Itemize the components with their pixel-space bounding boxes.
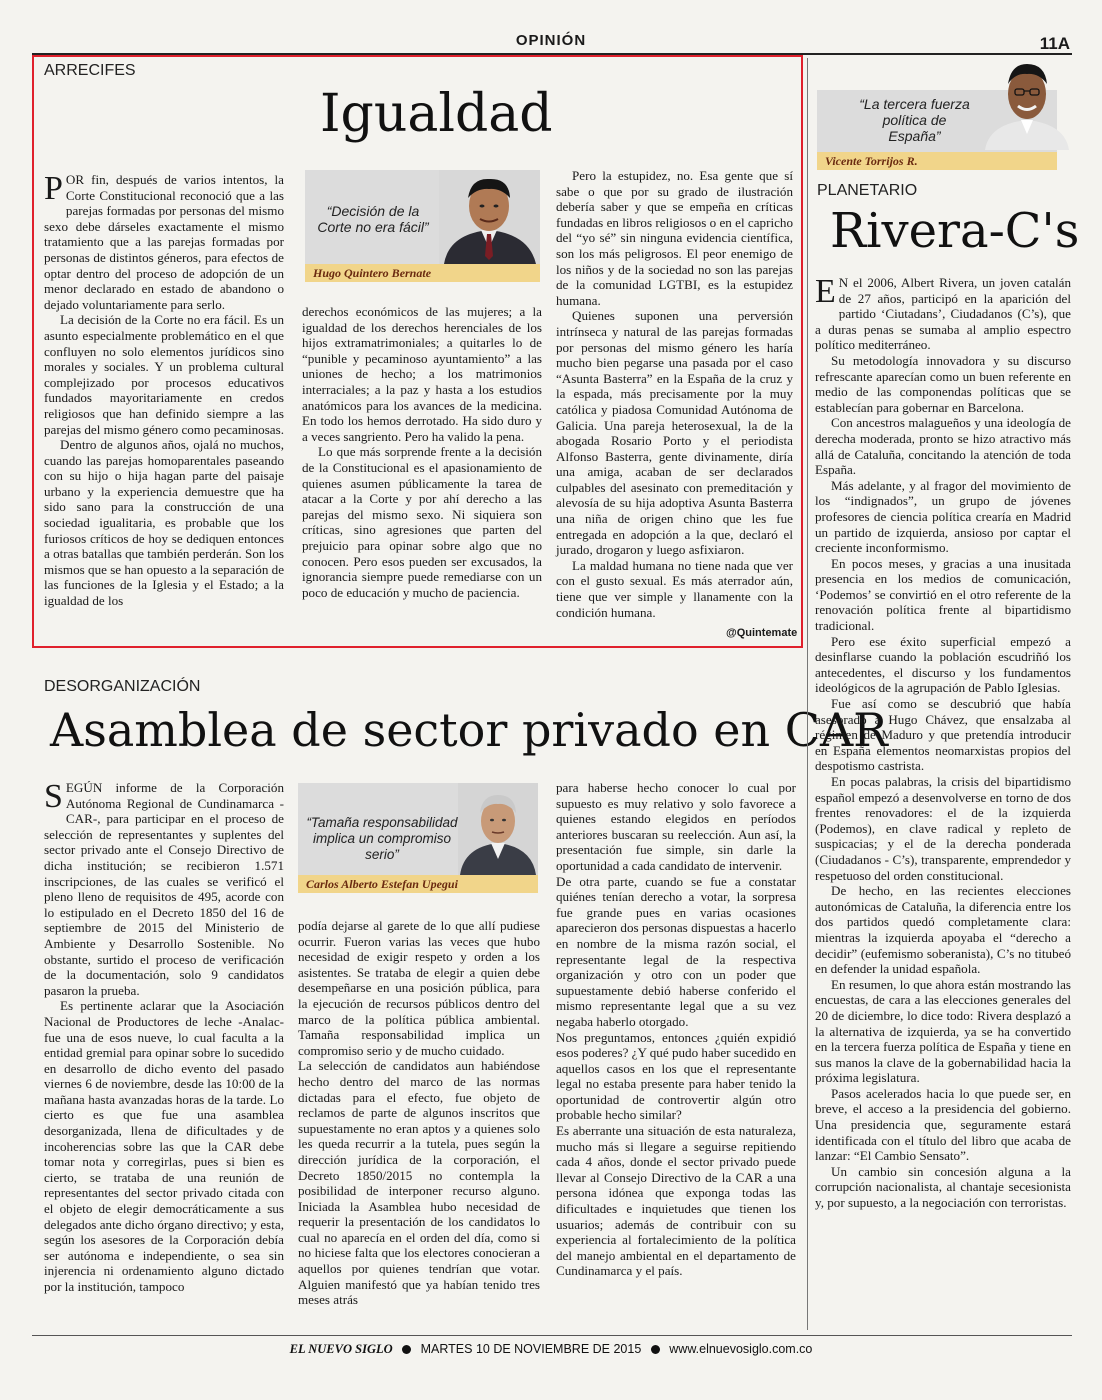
page-footer	[0, 1342, 1102, 1357]
asamblea-quote-box	[298, 783, 538, 893]
pull-quote: “Decisión de la Corte no era fácil”	[317, 203, 429, 235]
article-paragraph: Es aberrante una situación de esta naturaleza, mucho más si llegare a seguirse repitiendo cada 4 años, donde el sector privado puede llevar al Consejo Directivo de la CAR a una persona idónea que exponga todas las dificultades e inquietudes que tienen los usuarios; además de contribuir con su experiencia al fortalecimiento de la política del manejo ambiental en el departamento de Cundinamarca y el país.	[556, 1123, 796, 1279]
article-paragraph: Fue así como se descubrió que había asesorado a Hugo Chávez, que ensalzaba al régimen de Maduro y que pretendía introducir en España elementos neomarxistas propios del despotismo castrista.	[815, 696, 1071, 774]
article-paragraph: En pocas palabras, la crisis del bipartidismo español empezó a desenvolverse en torno de dos frentes renovadores: el de la izquierda (Podemos), en clave radical y repleto de suspicacias; y el de la derecha ponderada (Ciudadanos - C’s), transparente, emprendedor y respetuoso del orden constitucional.	[815, 774, 1071, 883]
article-paragraph: De otra parte, cuando se fue a constatar quiénes tenían derecho a votar, la sorpresa fue grande pues en varias ocasiones aparecieron dos personas dispuestas a hacerlo en nombre de la misma razón social, el representante legal de la respectiva organización y otro con un poder que supuestamente debió haberse conferido el mismo representante legal que a su vez negaba haberlo otorgado.	[556, 873, 796, 1029]
igualdad-column-2	[302, 304, 542, 600]
author-name: Carlos Alberto Estefan Upegui	[298, 875, 538, 893]
article-paragraph: La maldad humana no tiene nada que ver con el gusto sexual. Es más aterrador aún, tiene que ver simple y llanamente con la condición humana.	[556, 557, 793, 620]
author-signature: @Quintemate	[726, 627, 798, 639]
bullet-icon	[402, 1345, 411, 1354]
column-divider	[807, 58, 808, 1330]
bullet-icon	[651, 1345, 660, 1354]
igualdad-title: Igualdad	[320, 84, 553, 144]
rivera-section-tag: PLANETARIO	[817, 182, 918, 199]
asamblea-column-2	[298, 918, 540, 1308]
rivera-title: Rivera-C's	[830, 203, 1080, 259]
article-paragraph: Con ancestros malagueños y una ideología de derecha moderada, pronto se hizo atractivo más allá de Cataluña, concitando la atención de toda España.	[815, 415, 1071, 478]
article-paragraph: POR fin, después de varios intentos, la Corte Constitucional reconoció que a las parejas formadas por personas del mismo sexo debe dárseles exactamente el mismo tratamiento que a las parejas formadas por personas de distintos géneros, para efectos de optar dentro del proceso de adopción de un menor declarado en estado de abandono o dejado voluntariamente para serlo.	[44, 170, 284, 312]
igualdad-column-1	[44, 172, 284, 609]
section-header: OPINIÓN	[515, 32, 587, 49]
igualdad-quote-box	[305, 170, 540, 282]
author-portrait	[439, 170, 540, 264]
article-paragraph: Nos preguntamos, entonces ¿quién expidió esos poderes? ¿Y qué pudo haber sucedido en aquellos casos en los que el representante legal no estaba presente para haber tenido la oportunidad de controvertir algún otro probable hecho similar?	[556, 1029, 796, 1123]
article-paragraph: Pasos acelerados hacia lo que puede ser, en breve, el acceso a la presidencia del gobierno. Una presidencia que, seguramente estará identificada con el título del libro que acaba de lanzar: “El Cambio Sensato”.	[815, 1085, 1071, 1164]
article-paragraph: En resumen, lo que ahora están mostrando las encuestas, de cara a las elecciones generales del 20 de diciembre, lo dice todo: Rivera desplazó a la alternativa de izquierda, ya se ha convertido en la tercera fuerza política de España y tiene en sus manos la clave de la gobernabilidad hacia la próxima legislatura.	[815, 976, 1071, 1086]
newspaper-brand: EL NUEVO SIGLO	[289, 1342, 393, 1356]
author-name: Vicente Torrijos R.	[817, 152, 1057, 170]
igualdad-section-tag: ARRECIFES	[44, 62, 136, 79]
article-paragraph: Pero la estupidez, no. Esa gente que sí sabe o que por su grado de ilustración debería saber y que se empeña en críticas fundadas en libros religiosos o en el capricho del “yo sé” sin ninguna evidencia científica, son los más peligrosos. El peor enemigo de los niños y de la sociedad no son las parejas de la comunidad LGTBI, es la estupidez humana.	[556, 168, 793, 308]
page-number: 11A	[1039, 34, 1070, 53]
article-paragraph: para haberse hecho conocer lo cual por supuesto es muy relativo y solo favorece a quienes estando elegidos en períodos anteriores buscaran su reelección. Aun así, la presentación fue simple, sin darle la oportunidad a cada candidato de intervenir.	[556, 780, 796, 873]
issue-date: MARTES 10 DE NOVIEMBRE DE 2015	[420, 1342, 642, 1356]
article-paragraph: Quienes suponen una perversión intrínseca y natural de las parejas formadas por personas del mismo género les haría mucho bien pegarse una pasada por el caso “Asunta Basterra” en la España de la cruz y la espada, más precisamente por la muy católica y piadosa Comunidad Autónoma de Galicia. Una pareja heterosexual, la de la abogada Rosario Porto y el periodista Alfonso Basterra, gente divinamente, diría una amiga, acaban de ser declarados culpables del asesinato con premeditación y alevosía de su hija adoptiva Asunta Basterra una niña de origen chino que les fue entregada en adopción a la que, declaró el jurado, drogaron y luego asfixiaron.	[556, 308, 793, 558]
asamblea-section-tag: DESORGANIZACIÓN	[44, 678, 201, 695]
article-paragraph: Su metodología innovadora y su discurso refrescante aparecían como un buen referente en medio de las componendas políticas que se establecían para gobernar en Barcelona.	[815, 352, 1071, 415]
article-paragraph: E N el 2006, Albert Rivera, un joven catalán de 27 años, participó en la aparición del partido ‘Ciutadans’, Ciudadanos (C’s), que a duras penas se sumaba al amplio espectro político mediterráneo.	[815, 273, 1071, 353]
article-paragraph: Más adelante, y al fragor del movimiento de los “indignados”, un grupo de jóvenes profesores de ciencia política crearía en Madrid un partido de izquierda, ansioso por captar el creciente inconformismo.	[815, 477, 1071, 556]
article-paragraph: derechos económicos de las mujeres; a la igualdad de los derechos herenciales de los hijos extramatrimoniales; a quitarles lo de “punible y pecaminoso ayuntamiento” a las uniones de hecho; a los matrimonios interraciales; a la paz y hasta a los estudios anatómicos para los avances de la medicina. En todo los hemos derrotado. Ha sido duro y a veces sangriento. Pero ha valido la pena.	[302, 304, 542, 444]
article-paragraph: Lo que más sorprende frente a la decisión de la Constitucional es el apasionamiento de quienes asumen públicamente la tarea de atacar a la Corte y por ahí derecho a las parejas del mismo sexo. Ni siquiera son críticas, sino agresiones que parten del prejuicio para opinar sobre algo que no conocen. Pero esos pueden ser excusados, la ignorancia siempre puede remediarse con un poco de educación y mucho de paciencia.	[302, 444, 542, 600]
article-paragraph: La decisión de la Corte no era fácil. Es un asunto especialmente problemático en el que confluyen no solo elementos jurídicos sino morales y sociales. Y un problema cultural complejizado por procesos educativos fundados mayoritariamente en credos religiosos que han definido siempre a las parejas del mismo género como pecaminosas.	[44, 312, 284, 437]
article-paragraph: En pocos meses, y gracias a una inusitada presencia en los medios de comunicación, ‘Podemos’ se convirtió en el otro referente de la renovación política frente al bipartidismo tradicional.	[815, 555, 1071, 634]
author-portrait	[985, 58, 1069, 150]
website-link[interactable]: www.elnuevosiglo.com.co	[669, 1342, 813, 1356]
footer-rule	[32, 1335, 1072, 1336]
article-paragraph: Un cambio sin concesión alguna a la corrupción nacionalista, al chantaje secesionista y, por supuesto, a la negociación con terroristas.	[815, 1163, 1071, 1211]
author-portrait	[458, 783, 538, 875]
article-paragraph: SEGÚN informe de la Corporación Autónoma Regional de Cundinamarca -CAR-, para participar en el proceso de selección de representantes y suplentes del sector privado ante el Consejo Directivo de dicha institución; se recibieron 1.571 inscripciones, de las cuales se verificó el pleno lleno de requisitos de 495, acorde con lo estipulado en el Decreto 1850 del 16 de septiembre de 2015 del Ministerio de Ambiente y Desarrollo Sostenible. No obstante, surtido el proceso de verificación de la documentación, solo 9 candidatos pasaron la prueba.	[44, 778, 284, 998]
igualdad-column-3	[556, 168, 793, 620]
asamblea-title: Asamblea de sector privado en CAR	[50, 703, 888, 757]
article-paragraph: Es pertinente aclarar que la Asociación Nacional de Productores de leche -Analac- fue una de esos nueve, lo cual faculta a la entidad gremial para opinar sobre lo sucedido en desarrollo de dicho evento del pasado viernes 6 de noviembre, desde las 10:00 de la mañana hasta avanzadas horas de la tarde. Lo cierto es que fue una asamblea desorganizada, llena de dificultades y de incoherencias sobre las que la CAR debe tomar nota y corregirlas, pues si bien es cierto, se trataba de una reunión de representantes del sector privado citada con el objeto de elegir democráticamente a sus delegados ante dicho órgano directivo; y esta, según los asesores de la Corporación debía ser autónoma e independiente, o sea sin injerencia ni ordenamiento alguno dictado por la institución, tampoco	[44, 998, 284, 1294]
article-paragraph: De hecho, en las recientes elecciones autonómicas de Cataluña, la diferencia entre los dos partidos quedó completamente clara: mientras la izquierda apoyaba el “derecho a decidir” (eufemismo soberanista), C’s no titubeó en defender la unidad española.	[815, 883, 1071, 977]
pull-quote: “Tamaña responsabilidad implica un compromiso serio”	[306, 815, 458, 862]
article-paragraph: Dentro de algunos años, ojalá no muchos, cuando las parejas homoparentales paseando con su hijo o hija hagan parte del paisaje urbano y la experiencia demuestre que ha sido sano para la construcción de una sociedad igualitaria, es probable que los furiosos críticos de hoy se dediquen entonces a otras batallas que también perderán. Son los mismos que se han opuesto a la separación de las funciones de la Iglesia y el Estado; a la igualdad de los	[44, 437, 284, 609]
article-paragraph: podía dejarse al garete de lo que allí pudiese ocurrir. Fueron varias las veces que hubo necesidad de exigir respeto y orden a los asistentes. Se trataba de elegir a quien debe desempeñarse en una posición pública, para la ejecución de recursos públicos dentro del marco de la política pública ambiental. Tamaña responsabilidad implica un compromiso serio y de mucho cuidado.	[298, 918, 540, 1058]
rivera-column	[815, 275, 1071, 1211]
article-paragraph: La selección de candidatos aun habiéndose hecho dentro del marco de las normas dictadas para el efecto, fue objeto de reclamos de parte de algunos inscritos que supuestamente no eran aptos y a quienes solo les queda recurrir a la tutela, pues según la dirección jurídica de la corporación, el Decreto 1850/2015 no contempla la posibilidad de interponer recurso alguno. Iniciada la Asamblea hubo necesidad de requerir la presentación de los candidatos lo cual no aparecía en el orden del día, como si no hiciese falta que los electores conocieran a aquellos por quienes tendrían que votar. Alguien manifestó que ya habían tenido tres meses atrás	[298, 1058, 540, 1308]
article-paragraph: Pero ese éxito superficial empezó a desinflarse cuando la población escudriñó los antecedentes, el discurso y los fundamentos ideológicos de la agrupación de Pablo Iglesias.	[815, 633, 1071, 696]
pull-quote: “La tercera fuerza política de España”	[859, 96, 970, 144]
author-name: Hugo Quintero Bernate	[305, 264, 540, 282]
asamblea-column-3	[556, 780, 796, 1279]
asamblea-column-1	[44, 780, 284, 1295]
